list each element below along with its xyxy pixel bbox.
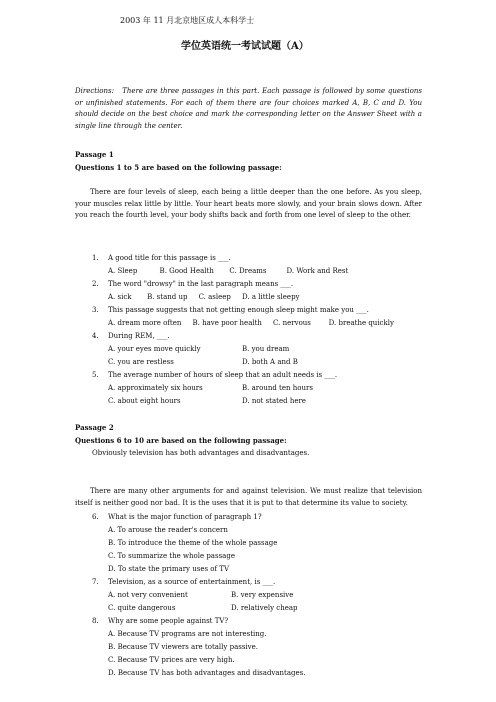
- question-5: [92, 371, 337, 379]
- option-a: A. not very convenient: [108, 591, 188, 599]
- directions: [75, 86, 422, 132]
- question-3-options: A. dream more often B. have poor health C. nervous D. breathe quickly: [108, 319, 394, 327]
- option-d: D. not stated here: [242, 397, 306, 405]
- question-stem: This passage suggests that not getting enough sleep might make you ___.: [108, 306, 369, 314]
- option-a: A. your eyes move quickly: [108, 345, 201, 353]
- option-d: D. To state the primary uses of TV: [108, 565, 230, 573]
- question-stem: During REM, ___.: [108, 332, 170, 340]
- option-c: C. Because TV prices are very high.: [108, 656, 235, 664]
- option-c: C. about eight hours: [108, 397, 181, 405]
- question-7-options-row2: [108, 604, 298, 612]
- option-d: D. Because TV has both advantages and disadvantages.: [108, 669, 306, 677]
- question-7-options-row1: [108, 591, 293, 599]
- directions-label: Directions:: [75, 87, 114, 95]
- question-number: 5.: [92, 371, 99, 379]
- option-d: D. relatively cheap: [231, 604, 298, 612]
- option-b: B. you dream: [242, 345, 290, 353]
- passage2-text: There are many other arguments for and against television. We must realize that television itself is neither good nor bad. It is the uses that it is put to that determine its value to society.: [75, 487, 422, 507]
- directions-text: There are three passages in this part. Each passage is followed by some questions or unfinished statements. For each of them there are four choices marked A, B, C and D. You should decide on the best choice and mark the corresponding letter on the Answer Sheet with a single line through the center.: [75, 87, 422, 130]
- question-4-options-row1: [108, 345, 289, 353]
- question-6: [92, 513, 262, 521]
- option-b: B. Because TV viewers are totally passive.: [108, 643, 258, 651]
- question-3: [92, 306, 369, 314]
- passage2-heading: Passage 2: [75, 423, 114, 432]
- passage2-lead: Obviously television has both advantages and disadvantages.: [92, 449, 310, 457]
- passage2-instruction: Questions 6 to 10 are based on the following passage:: [75, 436, 287, 445]
- question-number: 6.: [92, 513, 99, 521]
- question-stem: What is the major function of paragraph 1?: [108, 513, 262, 521]
- question-stem: The word "drowsy" in the last paragraph means ___.: [108, 280, 294, 288]
- option-a: A. To arouse the reader's concern: [108, 526, 228, 534]
- passage1-heading: Passage 1: [75, 150, 114, 159]
- question-5-options-row2: [108, 397, 306, 405]
- passage1-instruction: Questions 1 to 5 are based on the following passage:: [75, 163, 282, 172]
- question-1-options: A. Sleep B. Good Health C. Dreams D. Work and Rest: [108, 267, 349, 275]
- passage1-text: There are four levels of sleep, each being a little deeper than the one before. As you sleep, your muscles relax little by little. Your heart beats more slowly, and your brain slows down. After you reach the fourth level, your body shifts back and forth from one level of sleep to the other.: [75, 188, 422, 219]
- question-number: 2.: [92, 280, 99, 288]
- question-4: [92, 332, 170, 340]
- option-c: C. you are restless: [108, 358, 174, 366]
- question-number: 3.: [92, 306, 99, 314]
- exam-header-line: 2003 年 11 月北京地区成人本科学士: [120, 16, 255, 25]
- question-number: 7.: [92, 578, 99, 586]
- question-8: [92, 617, 228, 625]
- question-number: 4.: [92, 332, 99, 340]
- question-number: 8.: [92, 617, 99, 625]
- exam-title: 学位英语统一考试试题（A）: [181, 41, 309, 52]
- option-a: A. Because TV programs are not interesting.: [108, 630, 267, 638]
- question-4-options-row2: [108, 358, 298, 366]
- question-stem: Television, as a source of entertainment, is ___.: [108, 578, 276, 586]
- question-2-options: A. sick B. stand up C. asleep D. a little sleepy: [108, 293, 300, 301]
- option-d: D. both A and B: [242, 358, 298, 366]
- option-b: B. To introduce the theme of the whole passage: [108, 539, 278, 547]
- option-a: A. approximately six hours: [108, 384, 203, 392]
- question-stem: Why are some people against TV?: [108, 617, 229, 625]
- question-stem: A good title for this passage is ___.: [108, 254, 231, 262]
- question-number: 1.: [92, 254, 99, 262]
- option-c: C. To summarize the whole passage: [108, 552, 235, 560]
- option-c: C. quite dangerous: [108, 604, 176, 612]
- option-b: B. around ten hours: [242, 384, 313, 392]
- question-7: [92, 578, 275, 586]
- option-b: B. very expensive: [231, 591, 294, 599]
- question-2: [92, 280, 293, 288]
- question-1: [92, 254, 231, 262]
- question-stem: The average number of hours of sleep that an adult needs is ___.: [108, 371, 338, 379]
- question-5-options-row1: [108, 384, 313, 392]
